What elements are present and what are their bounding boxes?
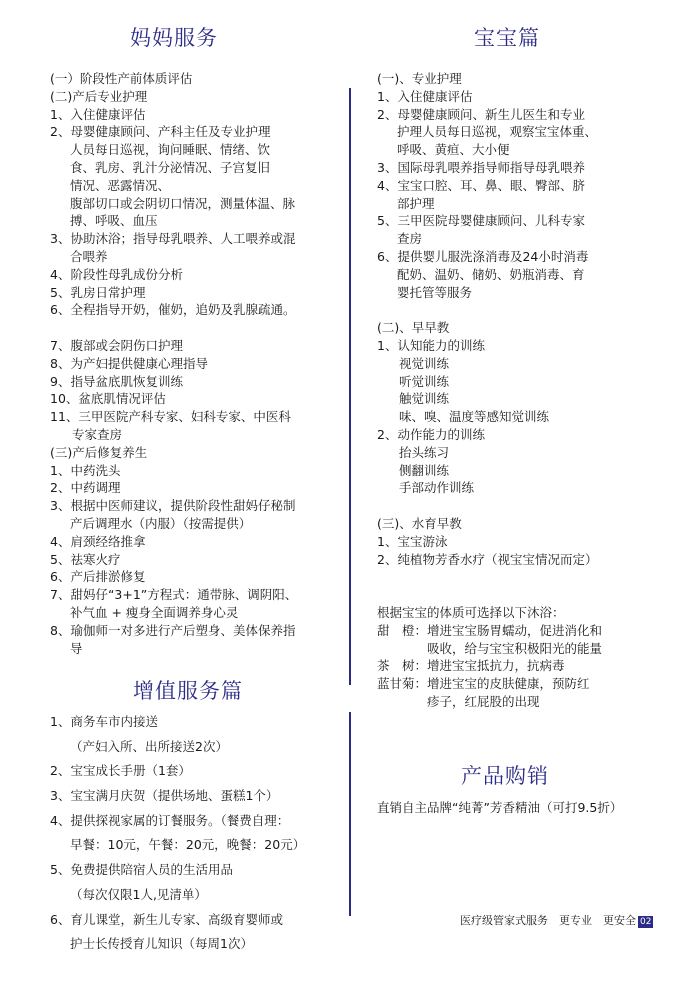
list-item: 疹子，红屁股的出现 — [427, 693, 540, 709]
divider-bottom — [349, 712, 351, 916]
list-item: 情况、恶露情况、 — [70, 177, 171, 193]
list-item: 侧翻训练 — [399, 462, 450, 478]
list-item: 部护理 — [397, 195, 435, 211]
list-item: 呼吸、黄疸、大小便 — [397, 142, 510, 158]
list-item: (一）阶段性产前体质评估 — [50, 71, 193, 86]
list-item: 6、产后排淤修复 — [50, 569, 146, 585]
list-item: 产后调理水（内服）（按需提供） — [70, 515, 252, 531]
list-gap — [377, 586, 602, 604]
list-item: 茶 树：增进宝宝抵抗力，抗病毒 — [377, 658, 565, 674]
list-item: 11、三甲医院产科专家、妇科专家、中医科 — [50, 409, 291, 425]
divider-top — [349, 88, 351, 685]
list-item: 护理人员每日巡视，观察宝宝体重、 — [397, 124, 598, 140]
list-item: 视觉训练 — [399, 355, 450, 371]
mama-title: 妈妈服务 — [130, 26, 218, 50]
list-item: 5、乳房日常护理 — [50, 284, 146, 300]
list-item: 6、全程指导开奶，催奶，追奶及乳腺疏通。 — [50, 302, 296, 318]
list-item: 3、根据中医师建议，提供阶段性甜妈仔秘制 — [50, 498, 296, 514]
list-gap — [50, 319, 297, 337]
list-item: 1、商务车市内接送 — [50, 714, 158, 729]
list-item: 9、指导盆底肌恢复训练 — [50, 373, 183, 389]
list-item: 1、认知能力的训练 — [377, 337, 485, 353]
list-item: (二)产后专业护理 — [50, 88, 148, 104]
list-item: 7、腹部或会阴伤口护理 — [50, 337, 183, 353]
list-item: 1、入住健康评估 — [377, 88, 473, 104]
list-item: 2、母婴健康顾问、产科主任及专业护理 — [50, 124, 271, 140]
list-item: 根据宝宝的体质可选择以下沐浴： — [377, 604, 565, 620]
list-item: 2、动作能力的训练 — [377, 426, 485, 442]
list-item: （产妇入所、出所接送2次） — [70, 738, 228, 754]
list-item: 2、母婴健康顾问、新生儿医生和专业 — [377, 106, 585, 122]
list-item: 8、瑜伽师一对多进行产后塑身、美体保养指 — [50, 622, 296, 638]
list-item: 人员每日巡视，询问睡眠、情绪、饮 — [70, 142, 271, 158]
list-gap — [377, 568, 602, 586]
product-title: 产品购销 — [461, 764, 549, 788]
list-item: 3、宝宝满月庆贺（提供场地、蛋糕1个） — [50, 788, 279, 804]
list-item: (三)产后修复养生 — [50, 444, 148, 460]
list-gap — [377, 301, 602, 319]
list-item: 3、国际母乳喂养指导师指导母乳喂养 — [377, 159, 585, 175]
list-item: 食、乳房、乳汁分泌情况、子宫复旧 — [70, 159, 271, 175]
list-item: 早餐：10元，午餐：20元，晚餐：20元） — [70, 837, 306, 853]
list-item: 2、宝宝成长手册（1套） — [50, 763, 191, 779]
list-item: (三)、水育早教 — [377, 515, 462, 531]
list-item: 6、提供婴儿服洗涤消毒及24小时消毒 — [377, 248, 589, 264]
mama-list — [50, 70, 297, 657]
footer-slogan: 医疗级管家式服务 更专业 更安全 — [460, 914, 636, 927]
list-item: 甜 橙：增进宝宝肠胃蠕动，促进消化和 — [377, 622, 603, 638]
list-item: 味、嗅、温度等感知觉训练 — [399, 409, 550, 425]
list-item: （每次仅限1人,见清单） — [70, 886, 207, 902]
baby-title: 宝宝篇 — [474, 26, 540, 50]
list-item: 2、中药调理 — [50, 480, 121, 496]
list-item: 4、阶段性母乳成份分析 — [50, 266, 183, 282]
list-item: 查房 — [397, 231, 423, 247]
list-gap — [377, 497, 602, 515]
list-item: 合喂养 — [70, 248, 108, 264]
product-text: 直销自主品牌“纯菁”芳香精油（可打9.5折） — [377, 800, 623, 815]
list-item: 8、为产妇提供健康心理指导 — [50, 355, 208, 371]
list-item: 触觉训练 — [399, 391, 450, 407]
list-item: 抬头练习 — [399, 444, 450, 460]
value-list — [50, 710, 305, 957]
list-item: 手部动作训练 — [399, 480, 475, 496]
list-item: 1、入住健康评估 — [50, 106, 146, 122]
value-title: 增值服务篇 — [133, 679, 243, 703]
baby-list — [377, 70, 602, 711]
list-item: 5、祛寒火疗 — [50, 551, 121, 567]
list-item: 3、协助沐浴；指导母乳喂养、人工喂养或混 — [50, 231, 296, 247]
list-item: 5、免费提供陪宿人员的生活用品 — [50, 862, 233, 878]
list-item: 4、肩颈经络推拿 — [50, 533, 146, 549]
list-item: 搏、呼吸、血压 — [70, 213, 158, 229]
list-item: 6、育儿课堂，新生儿专家、高级育婴师或 — [50, 911, 283, 927]
list-item: 补气血 + 瘦身全面调养身心灵 — [70, 604, 239, 620]
footer — [460, 912, 653, 928]
list-item: 5、三甲医院母婴健康顾问、儿科专家 — [377, 213, 585, 229]
list-item: 配奶、温奶、储奶、奶瓶消毒、育 — [397, 266, 585, 282]
list-item: 7、甜妈仔“3+1”方程式：通带脉、调阴阳、 — [50, 587, 298, 603]
list-item: 护士长传授育儿知识（每周1次） — [70, 936, 253, 952]
list-item: 4、宝宝口腔、耳、鼻、眼、臀部、脐 — [377, 177, 585, 193]
list-item: 婴托管等服务 — [397, 284, 473, 300]
list-item: 导 — [70, 640, 83, 656]
list-item: 10、盆底肌情况评估 — [50, 391, 166, 407]
list-item: 蓝甘菊：增进宝宝的皮肤健康，预防红 — [377, 676, 590, 692]
list-item: (一)、专业护理 — [377, 71, 462, 86]
list-item: 2、纯植物芳香水疗（视宝宝情况而定） — [377, 551, 598, 567]
list-item: (二)、早早教 — [377, 320, 450, 336]
list-item: 腹部切口或会阴切口情况，测量体温、脉 — [70, 195, 296, 211]
list-item: 听觉训练 — [399, 373, 450, 389]
list-item: 1、中药洗头 — [50, 462, 121, 478]
list-item: 吸收，给与宝宝积极阳光的能量 — [427, 640, 603, 656]
list-item: 1、宝宝游泳 — [377, 533, 448, 549]
list-item: 4、提供探视家属的订餐服务。（餐费自理： — [50, 812, 290, 828]
page-number: 02 — [640, 917, 652, 927]
list-item: 专家查房 — [72, 426, 123, 442]
